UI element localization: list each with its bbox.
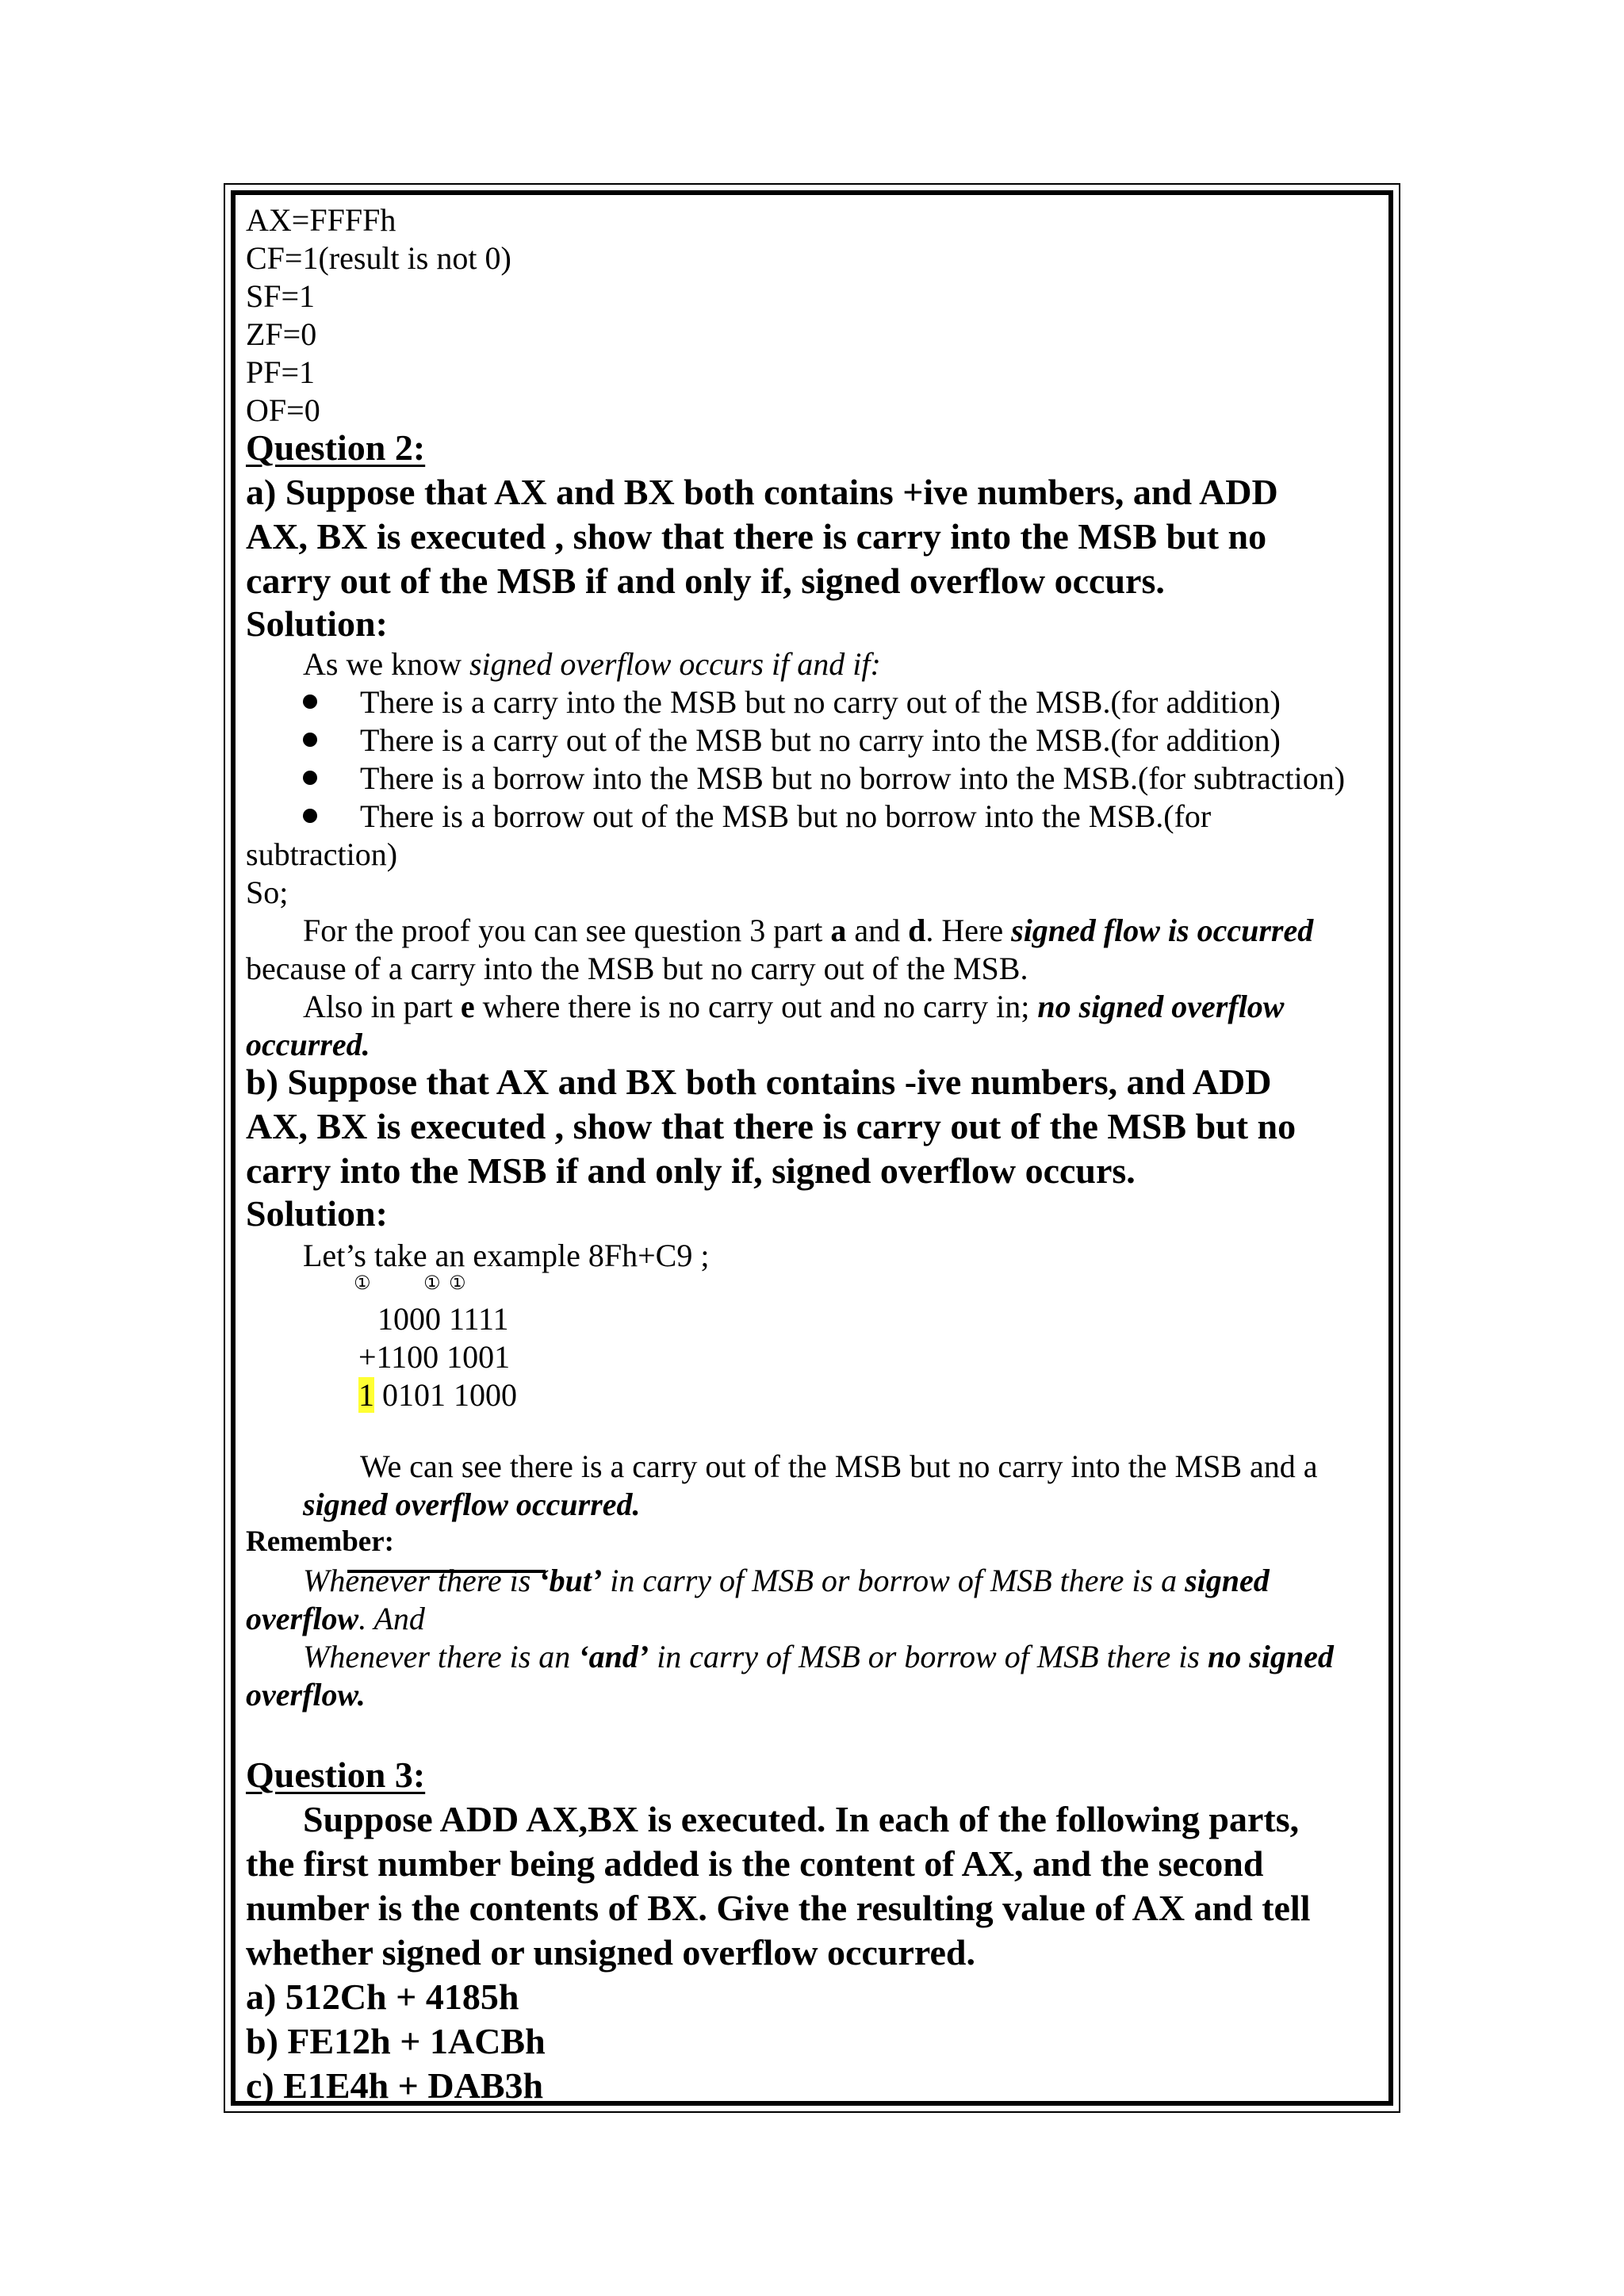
solution-label: Solution: [246,1193,388,1234]
operand-2: +1100 1001 [358,1339,511,1375]
remember-line-1 [303,1565,1270,1597]
remember-text: Whenever there is [303,1563,539,1598]
question-3-part: c) E1E4h + DAB3h [246,2065,544,2106]
question-3-text: number is the contents of BX. Give the resulting value of AX and tell [246,1888,1311,1928]
remember-label: Remember: [246,1525,394,1558]
flag-line: SF=1 [246,278,316,314]
intro-italic: signed overflow occurs if and if: [469,646,881,682]
question-3-part: a) 512Ch + 4185h [246,1976,519,2017]
sum-result [358,1377,517,1413]
proof-text: For the proof you can see question 3 part [303,913,831,948]
bullet-icon [303,733,317,747]
remember-text: . And [358,1601,425,1636]
question-2a-text: a) Suppose that AX and BX both contains +ive numbers, and ADD [246,472,1278,512]
proof-line-4: occurred. [246,1027,370,1062]
remember-line-4: overflow. [246,1677,366,1712]
proof-text: and [846,913,909,948]
carry-out-bit: 1 [358,1377,374,1413]
operand-1: 1000 1111 [377,1301,509,1337]
remember-text: in carry of MSB or borrow of MSB there is a [602,1563,1185,1598]
flag-line: PF=1 [246,354,316,390]
remember-emphasis: signed [1185,1563,1270,1598]
question-3-part: b) FE12h + 1ACBh [246,2021,546,2061]
proof-text: Also in part [303,989,461,1024]
remember-line-3 [303,1641,1334,1673]
proof-text: . Here [925,913,1012,948]
solution-intro [303,646,881,682]
bullet-icon [303,695,317,709]
bullet-item: There is a borrow out of the MSB but no borrow into the MSB.(for [360,798,1212,834]
question-2b-text: carry into the MSB if and only if, signed overflow occurs. [246,1150,1136,1191]
conclusion-line-2: signed overflow occurred. [303,1487,641,1522]
proof-emphasis: signed flow is occurred [1011,913,1314,948]
proof-line-1 [303,915,1313,947]
remember-emphasis: ‘but’ [538,1563,603,1598]
flag-line: OF=0 [246,392,320,428]
question-2b-text: AX, BX is executed , show that there is carry out of the MSB but no [246,1106,1297,1146]
question-3-text: whether signed or unsigned overflow occurred. [246,1932,975,1973]
flag-line: CF=1(result is not 0) [246,240,511,276]
bullet-item: There is a carry out of the MSB but no carry into the MSB.(for addition) [360,722,1281,758]
proof-emphasis: no signed overflow [1037,989,1285,1024]
flag-line: ZF=0 [246,316,317,352]
proof-line-2: because of a carry into the MSB but no carry out of the MSB. [246,951,1028,986]
remember-emphasis: no signed [1207,1639,1334,1674]
remember-emphasis: ‘and’ [578,1639,649,1674]
carry-marker: ① [449,1272,466,1294]
remember-emphasis: overflow [246,1601,359,1636]
question-2a-text: carry out of the MSB if and only if, signed overflow occurs. [246,561,1165,601]
question-3-title: Question 3: [246,1755,426,1795]
remember-text: in carry of MSB or borrow of MSB there is [649,1639,1208,1674]
flag-line: AX=FFFFh [246,202,396,238]
question-3-text: the first number being added is the content of AX, and the second [246,1843,1264,1884]
proof-text: where there is no carry out and no carry in; [474,989,1038,1024]
proof-line-3 [303,991,1285,1023]
bullet-icon [303,771,317,785]
remember-line-2 [246,1603,425,1635]
result-bits: 0101 1000 [374,1377,517,1413]
so-text: So; [246,874,289,910]
bullet-item: There is a borrow into the MSB but no borrow into the MSB.(for subtraction) [360,760,1346,796]
solution-label: Solution: [246,603,388,644]
question-2a-text: AX, BX is executed , show that there is carry into the MSB but no [246,516,1267,557]
example-text: Let’s take an example 8Fh+C9 ; [303,1238,710,1273]
bullet-continuation: subtraction) [246,836,398,872]
part-e-ref: e [460,989,475,1024]
question-2b-text: b) Suppose that AX and BX both contains -ive numbers, and ADD [246,1062,1272,1102]
bullet-icon [303,809,317,823]
question-2-title: Question 2: [246,427,426,468]
bullet-item: There is a carry into the MSB but no carry out of the MSB.(for addition) [360,684,1281,720]
part-d-ref: d [908,913,926,948]
remember-text: Whenever there is an [303,1639,579,1674]
question-3-text: Suppose ADD AX,BX is executed. In each of the following parts, [303,1799,1300,1839]
part-a-ref: a [830,913,847,948]
intro-text: As we know [303,646,469,682]
conclusion-line-1: We can see there is a carry out of the MSB but no carry into the MSB and a [360,1448,1318,1484]
carry-marker: ① [423,1272,441,1294]
carry-marker: ① [354,1272,371,1294]
